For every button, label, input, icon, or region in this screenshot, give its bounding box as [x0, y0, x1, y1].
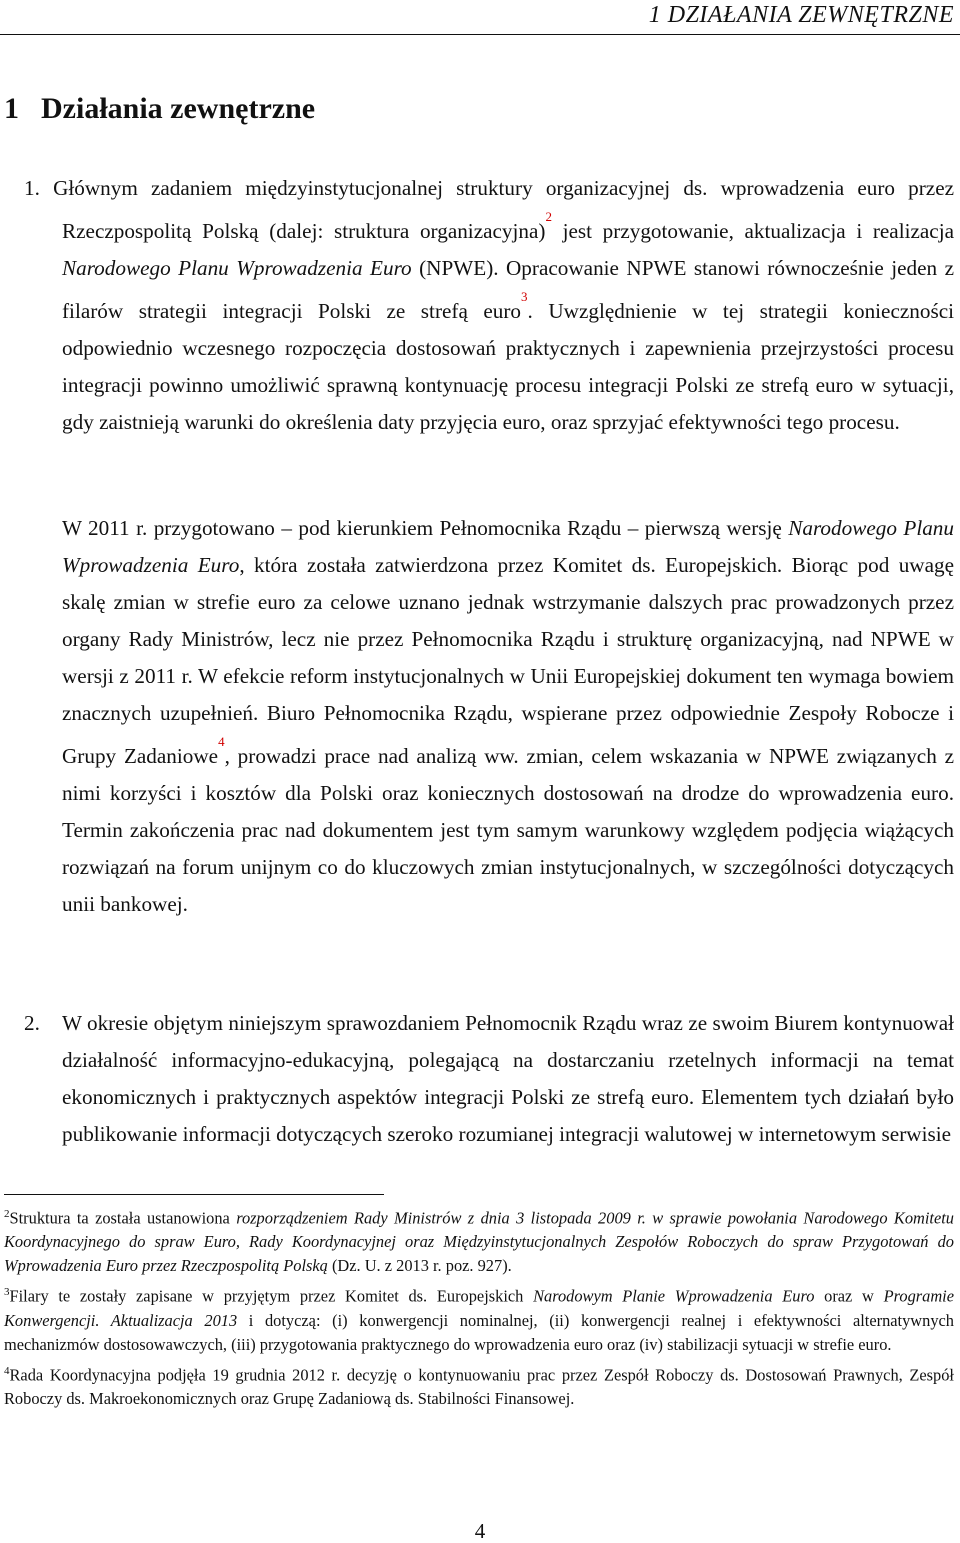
section-title: Działania zewnętrzne [41, 92, 316, 125]
footnote-italic: Narodowym Planie Wprowadzenia Euro [533, 1286, 815, 1306]
paragraph-1-label: 1. [24, 176, 40, 200]
footnote-ref-2[interactable]: 2 [545, 209, 552, 224]
section-number: 1 [4, 92, 19, 125]
footnote-2 [4, 1202, 954, 1278]
footnote-ref-3[interactable]: 3 [521, 289, 528, 305]
footnote-number: 4 [4, 1364, 10, 1377]
footnote-text: i dotyczą: (i) konwergencji nominalnej, (ii) konwergencji realnej i efektywności alternatywnych mechanizmów dostosowawczych, (iii) przygotowania praktycznego do wprowadzenia euro oraz (iv) stabilizacji sytuacji w strefie euro. [4, 1310, 954, 1354]
running-header: 1 DZIAŁANIA ZEWNĘTRZNE [648, 2, 954, 28]
paragraph-1-text: . Uwzględnienie w tej strategii konieczności odpowiednio wczesnego rozpoczęcia dostosowań praktycznych i zapewnienia przejrzystości procesu integracji powinno umożliwić sprawną kontynuację procesu integracji Polski ze strefą euro w sytuacji, gdy zaistnieją warunki do określenia daty przyjęcia euro, oraz sprzyjać efektywności tego procesu. [62, 299, 954, 435]
footnote-3 [4, 1280, 954, 1356]
footnote-text: Filary te zostały zapisane w przyjętym przez Komitet ds. Europejskich [9, 1286, 534, 1306]
npwe-title: Narodowego Planu Wprowadzenia Euro [62, 516, 954, 577]
paragraph-3 [24, 1005, 954, 1153]
paragraph-2 [62, 510, 954, 923]
footnotes [4, 1202, 954, 1413]
page-number: 4 [474, 1519, 486, 1543]
footnote-4 [4, 1359, 954, 1411]
paragraph-1 [24, 170, 954, 441]
footnote-number: 2 [4, 1208, 10, 1220]
footnote-number: 3 [4, 1286, 10, 1299]
paragraph-2-text: , która została zatwierdzona przez Komitet ds. Europejskich. Biorąc pod uwagę skalę zmian w strefie euro za celowe uznano jednak wstrzymanie dalszych prac prowadzonych przez organy Rady Ministrów, lecz nie przez Pełnomocnika Rządu i strukturę organizacyjną, nad NPWE w wersji z 2011 r. W efekcie reform instytucjonalnych w Unii Europejskiej dokument ten wymaga bowiem znacznych uzupełnień. Biuro Pełnomocnika Rządu, wspierane przez odpowiednie Zespoły Robocze i Grupy Zadaniowe [62, 553, 954, 769]
footnote-text: Rada Koordynacyjna podjęła 19 grudnia 2012 r. decyzję o kontynuowaniu prac przez Zespół Roboczy ds. Dostosowań Prawnych, Zespół Roboczy ds. Makroekonomicznych oraz Grupę Zadaniową ds. Stabilności Finansowej. [4, 1365, 954, 1409]
paragraph-2-text: , prowadzi prace nad analizą ww. zmian, celem wskazania w NPWE związanych z nimi korzyści i kosztów dla Polski oraz koniecznych dostosowań na drodze do wprowadzenia euro. Termin zakończenia prac nad dokumentem jest tym samym warunkowy względem podjęcia wiążących rozwiązań na forum unijnym co do kluczowych zmian instytucjonalnych, w szczególności dotyczących unii bankowej. [62, 744, 954, 917]
footnote-italic: Programie Konwergencji. Aktualizacja 2013 [4, 1286, 955, 1330]
header-rule [0, 34, 960, 35]
footnote-text: (Dz. U. z 2013 r. poz. 927). [327, 1256, 512, 1276]
footnote-ref-4[interactable]: 4 [218, 734, 225, 749]
paragraph-2-text: W 2011 r. przygotowano – pod kierunkiem Pełnomocnika Rządu – pierwszą wersję [62, 516, 789, 540]
footnote-rule [4, 1194, 384, 1195]
section-heading [4, 90, 315, 128]
paragraph-3-label: 2. [24, 1011, 40, 1035]
footnote-italic: rozporządzeniem Rady Ministrów z dnia 3 listopada 2009 r. w sprawie powołania Narodowego Komitetu Koordynacyjnego do spraw Euro, Rady Koordynacyjnej oraz Międzyinstytucjonalnych Zespołów Roboczych do spraw Przygotowań do Wprowadzenia Euro przez Rzeczpospolitą Polską [4, 1208, 954, 1276]
paragraph-1-text: Głównym zadaniem międzyinstytucjonalnej struktury organizacyjnej ds. wprowadzenia euro przez Rzeczpospolitą Polską (dalej: struktura organizacyjna) [53, 176, 954, 244]
npwe-title: Narodowego Planu Wprowadzenia Euro [62, 256, 412, 281]
footnote-text: Struktura ta została ustanowiona [9, 1208, 237, 1228]
paragraph-1-text: (NPWE). Opracowanie NPWE stanowi równocześnie jeden z filarów strategii integracji Polski ze strefą euro [62, 256, 954, 324]
paragraph-1-text: jest przygotowanie, aktualizacja i realizacja [551, 219, 954, 244]
paragraph-3-text: W okresie objętym niniejszym sprawozdaniem Pełnomocnik Rządu wraz ze swoim Biurem kontynuował działalność informacyjno-edukacyjną, polegającą na dostarczaniu rzetelnych informacji na temat ekonomicznych i praktycznych aspektów integracji Polski ze strefą euro. Elementem tych działań było publikowanie informacji dotyczących szeroko rozumianej integracji walutowej w internetowym serwisie [62, 1011, 954, 1146]
footnote-text: oraz w [814, 1286, 884, 1306]
